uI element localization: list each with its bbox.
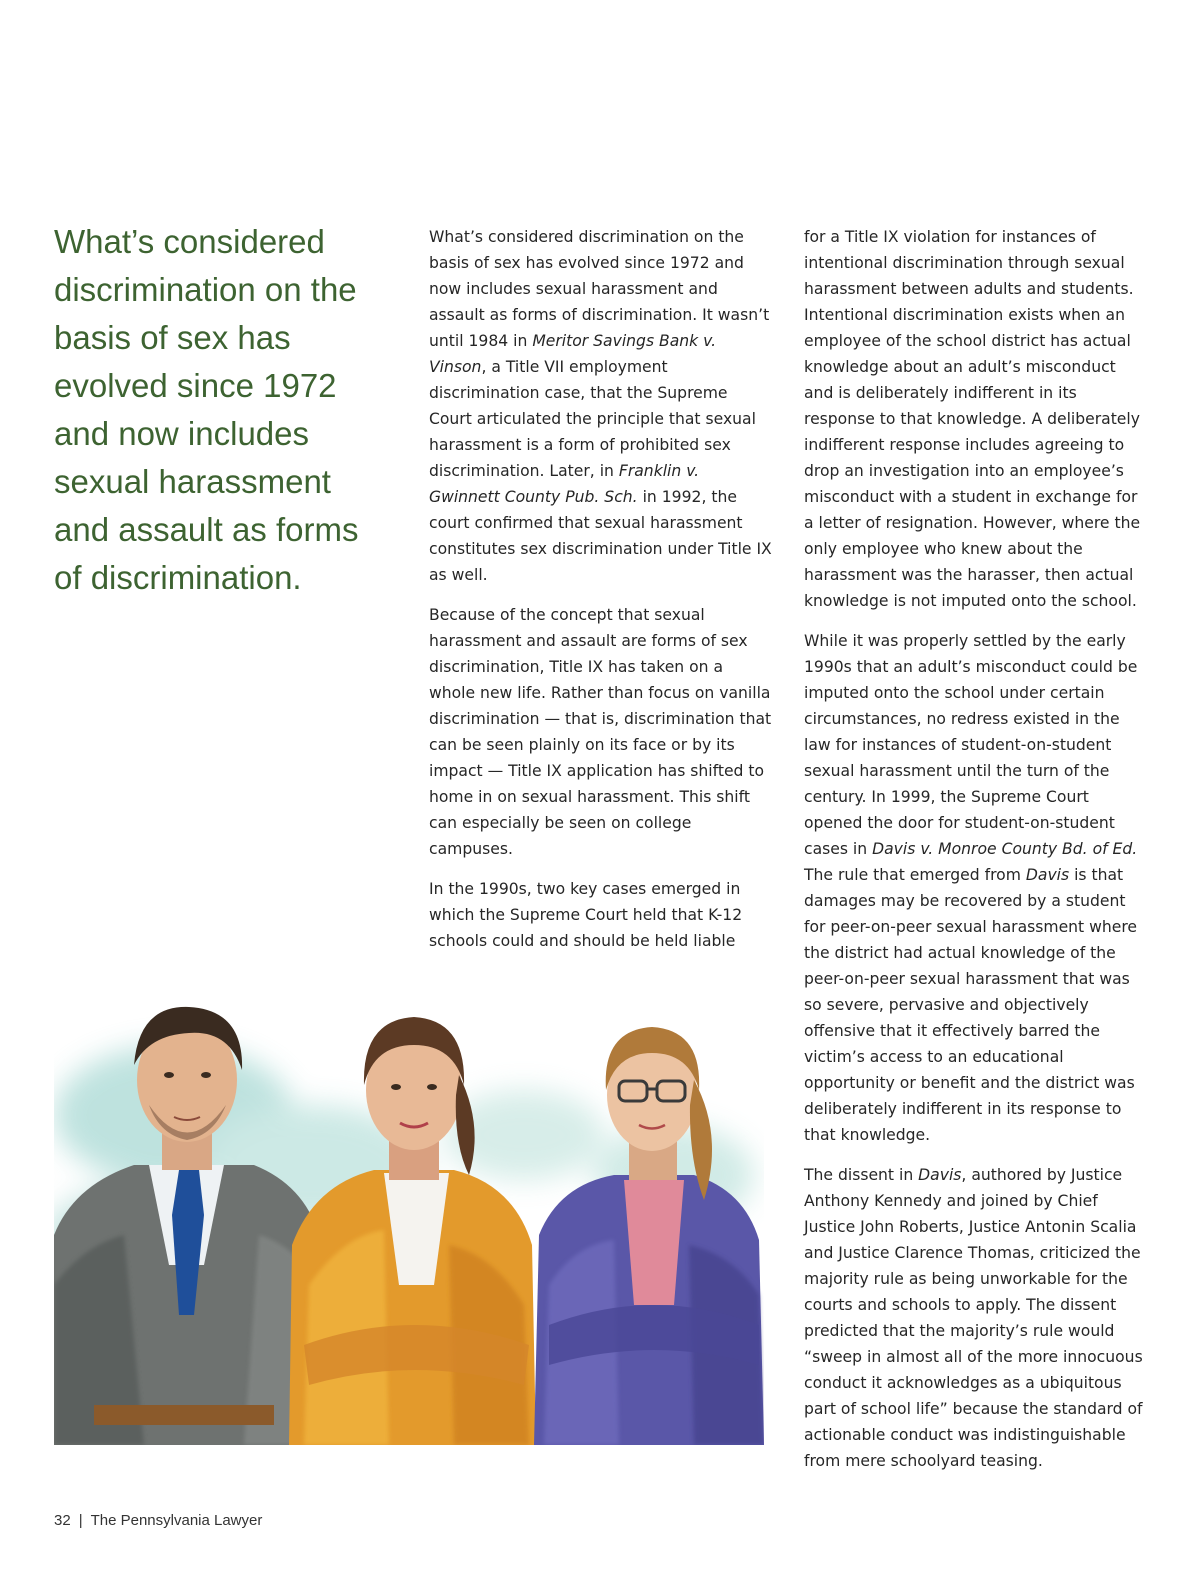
paragraph: The dissent in Davis, authored by Justice Anthony Kennedy and joined by Chief Justice John Roberts, Justice Antonin Scalia and Justice Clarence Thomas, criticized the majority rule as being unworkable for the courts and schools to apply. The dissent predicted that the majority’s rule would “sweep in almost all of the more innocuous conduct it acknowledges as a ubiquitous part of school life” because the standard of actionable conduct was indistinguishable from mere schoolyard teasing. [804, 1166, 1143, 1470]
case-name: Davis [1025, 866, 1070, 884]
case-name: Meritor Savings Bank v. Vinson [429, 332, 717, 376]
paragraph: for a Title IX violation for instances of intentional discrimination through sexual harassment between adults and students. Intentional discrimination exists when an employee of the school district has actual knowledge about an adult’s misconduct and is deliberately indifferent in its response to that knowledge. A deliberately indifferent response includes agreeing to drop an investigation into an employee’s misconduct with a student in exchange for a letter of resignation. However, where the only employee who knew about the harassment was the harasser, then actual knowledge is not imputed onto the school. [804, 228, 1141, 610]
case-name: Davis v. Monroe County Bd. of Ed. [872, 840, 1138, 858]
watercolor-illustration-three-professionals [54, 985, 764, 1445]
case-name: Davis [918, 1166, 962, 1184]
footer-separator: | [78, 1512, 83, 1529]
page-number: 32 [54, 1512, 71, 1529]
paragraph: While it was properly settled by the early 1990s that an adult’s misconduct could be imputed onto the school under certain circumstances, no redress existed in the law for instances of student-on-student sexual harassment until the turn of the century. In 1999, the Supreme Court opened the door for student-on-student cases in Davis v. Monroe County Bd. of Ed. The rule that emerged from Davis is that damages may be recovered by a student for peer-on-peer sexual harassment where the district had actual knowledge of the peer-on-peer sexual harassment that was so severe, pervasive and objectively offensive that it effectively barred the victim’s access to an educational opportunity or benefit and the district was deliberately indifferent in its response to that knowledge. [804, 632, 1138, 1144]
case-name: Franklin v. Gwinnett County Pub. Sch. [429, 462, 700, 506]
woman-orange-jacket-figure [289, 1017, 536, 1445]
article-column-right [804, 224, 1149, 1488]
page-footer [54, 1512, 262, 1529]
pull-quote: What’s considered discrimination on the basis of sex has evolved since 1972 and now includes sexual harassment and assault as forms of discrimination. [54, 223, 359, 596]
publication-name: The Pennsylvania Lawyer [90, 1512, 263, 1529]
article-column-middle [429, 224, 774, 968]
paragraph: In the 1990s, two key cases emerged in which the Supreme Court held that K-12 schools could and should be held liable [429, 880, 743, 950]
woman-purple-blazer-figure [534, 1027, 764, 1445]
paragraph: What’s considered discrimination on the basis of sex has evolved since 1972 and now includes sexual harassment and assault as forms of discrimination. It wasn’t until 1984 in Meritor Savings Bank v. Vinson, a Title VII employment discrimination case, that the Supreme Court articulated the principle that sexual harassment is a form of prohibited sex discrimination. Later, in Franklin v. Gwinnett County Pub. Sch. in 1992, the court confirmed that sexual harassment constitutes sex discrimination under Title IX as well. [429, 228, 772, 584]
paragraph: Because of the concept that sexual harassment and assault are forms of sex discrimination, Title IX has taken on a whole new life. Rather than focus on vanilla discrimination — that is, discrimination that can be seen plainly on its face or by its impact — Title IX application has shifted to home in on sexual harassment. This shift can especially be seen on college campuses. [429, 606, 772, 858]
